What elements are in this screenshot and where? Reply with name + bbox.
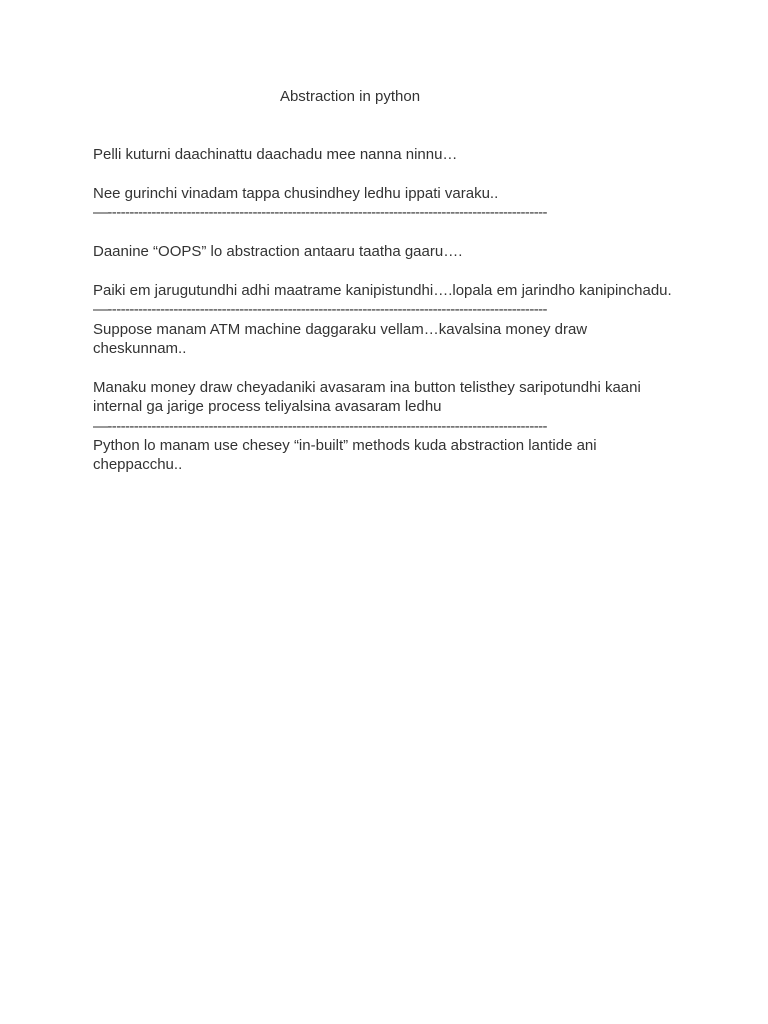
document-title: Abstraction in python (279, 88, 421, 105)
paragraph-6: Manaku money draw cheyadaniki avasaram ina button telisthey saripotundhi kaani internal ga jarige process teliyalsina avasaram ledhu (93, 378, 641, 416)
paragraph-4: Paiki em jarugutundhi adhi maatrame kanipistundhi….lopala em jarindho kanipinchadu. (93, 281, 672, 299)
section-divider-3: —---------------------------------------------------------------------------------------------------- (93, 417, 547, 435)
paragraph-1: Pelli kuturni daachinattu daachadu mee nanna ninnu… (93, 146, 458, 163)
paragraph-2: Nee gurinchi vinadam tappa chusindhey ledhu ippati varaku.. (93, 184, 499, 202)
section-divider-2: —---------------------------------------------------------------------------------------------------- (93, 301, 547, 319)
paragraph-gap (93, 223, 678, 242)
paragraph-gap (93, 164, 678, 183)
document-body (93, 145, 678, 475)
paragraph-gap (93, 261, 678, 280)
paragraph-7: Python lo manam use chesey “in-built” methods kuda abstraction lantide ani cheppacchu.. (93, 437, 597, 474)
paragraph-gap (93, 358, 678, 377)
paragraph-3: Daanine “OOPS” lo abstraction antaaru taatha gaaru…. (93, 243, 463, 260)
paragraph-5: Suppose manam ATM machine daggaraku vellam…kavalsina money draw cheskunnam.. (93, 320, 588, 358)
section-divider-1: —---------------------------------------------------------------------------------------------------- (93, 204, 547, 222)
